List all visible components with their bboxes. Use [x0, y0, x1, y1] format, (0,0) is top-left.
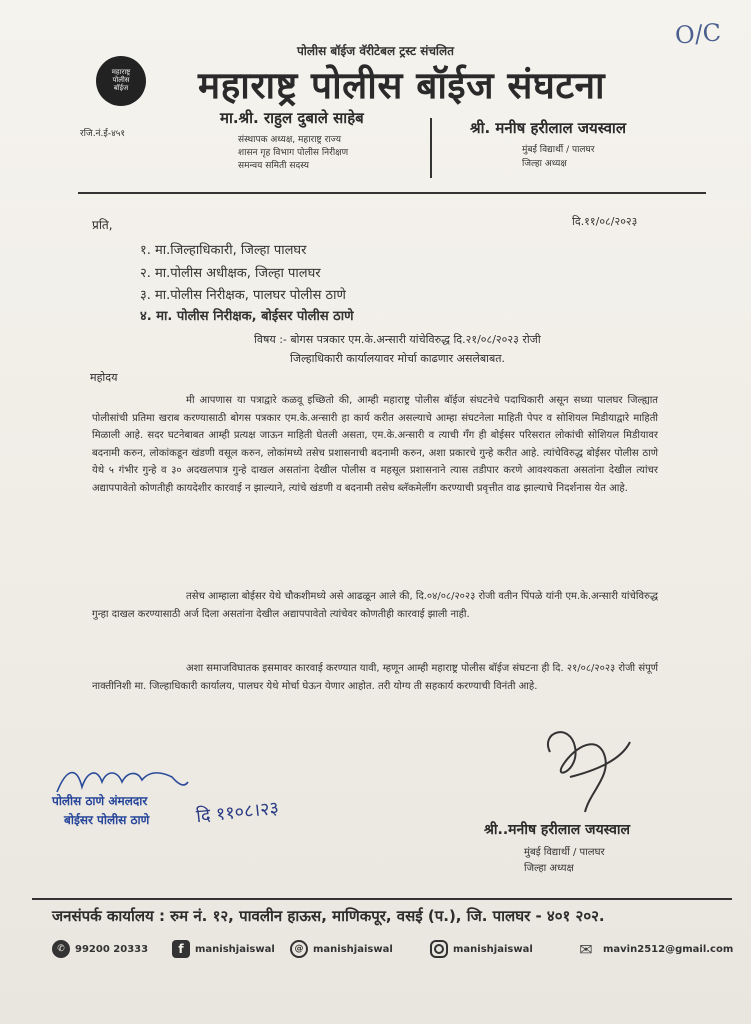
- founder-line-3: समन्वय समिती सदस्य: [238, 161, 309, 171]
- founder-line-1: संस्थापक अध्यक्ष, महाराष्ट्र राज्य: [238, 135, 342, 145]
- president-name: श्री. मनीष हरीलाल जयस्वाल: [470, 119, 626, 137]
- threads-handle: manishjaiswal: [313, 943, 393, 955]
- signatory-name: श्री..मनीष हरीलाल जयस्वाल: [484, 822, 631, 838]
- email-contact: [574, 940, 733, 958]
- facebook-handle: manishjaiswal: [195, 943, 275, 955]
- instagram-icon: [430, 940, 448, 958]
- letter-date: दि.११/०८/२०२३: [572, 215, 638, 228]
- email-address: mavin2512@gmail.com: [603, 943, 734, 955]
- whatsapp-icon: ✆: [52, 940, 70, 958]
- recipient-2: २. मा.पोलीस अधीक्षक, जिल्हा पालघर: [140, 266, 321, 281]
- stamp-line-1: पोलीस ठाणे अंमलदार: [52, 794, 148, 808]
- logo-text-3: बॉईज: [113, 83, 129, 92]
- paragraph-2: तसेच आम्हाला बोईसर येथे चौकशीमध्ये असे आढळून आले की, दि.०४/०८/२०२३ रोजी वतीन पिंपळे यांनी एम.के.अन्सारी यांचेविरुद्ध गुन्हा दाखल करण्यासाठी अर्ज दिला असतांना देखील अद्यापपावेतो त्यांचेवर कोणतीही कारवाई झाली नाही.: [92, 591, 658, 620]
- phone-number: 99200 20333: [75, 943, 149, 955]
- phone-contact: [52, 940, 148, 958]
- facebook-icon: f: [172, 940, 190, 958]
- instagram-handle: manishjaiswal: [453, 943, 533, 955]
- trust-line: पोलीस बॉईज वॅरीटेबल ट्रस्ट संचलित: [296, 44, 455, 58]
- threads-icon: @: [290, 940, 308, 958]
- founder-line-2: शासन गृह विभाग पोलीस निरीक्षण: [238, 148, 349, 158]
- salutation: महोदय: [90, 371, 118, 384]
- office-address: जनसंपर्क कार्यालय : रुम नं. १२, पावलीन हाऊस, माणिकपूर, वसई (प.), जि. पालघर - ४०१ २०२.: [52, 907, 605, 925]
- mail-icon: ✉: [579, 939, 593, 959]
- registration-number: रजि.नं.ई-४५१: [80, 129, 126, 139]
- organization-logo: [96, 56, 146, 106]
- organization-name: महाराष्ट्र पोलीस बॉईज संघटना: [198, 64, 606, 107]
- signatory-line-2: जिल्हा अध्यक्ष: [524, 863, 574, 874]
- president-line-1: मुंबई विद्यार्थी / पालघर: [522, 145, 595, 155]
- recipient-4: ४. मा. पोलीस निरीक्षक, बोईसर पोलीस ठाणे: [140, 309, 354, 324]
- recipient-1: १. मा.जिल्हाधिकारी, जिल्हा पालघर: [140, 243, 307, 258]
- prati-label: प्रति,: [92, 218, 113, 232]
- founder-name: मा.श्री. राहुल दुबाले साहेब: [220, 109, 364, 127]
- facebook-contact: [172, 940, 275, 958]
- threads-contact: [290, 940, 393, 958]
- president-line-2: जिल्हा अध्यक्ष: [522, 159, 567, 169]
- logo-text-2: पोलीस: [112, 76, 130, 85]
- stamp-line-2: बोईसर पोलीस ठाणे: [64, 813, 150, 827]
- header-rule: [78, 192, 706, 194]
- instagram-contact: [430, 940, 533, 958]
- stamp-handwritten-date: दि ११०८।२३: [195, 797, 280, 828]
- logo-text-1: महाराष्ट्र: [111, 68, 131, 77]
- subject-line-1: विषय :- बोगस पत्रकार एम.के.अन्सारी यांचेविरुद्ध दि.२१/०८/२०२३ रोजी: [254, 333, 541, 346]
- footer-rule: [32, 898, 732, 900]
- signatory-signature: [530, 722, 640, 822]
- signatory-line-1: मुंबई विद्यार्थी / पालघर: [524, 847, 605, 858]
- recipient-3: ३. मा.पोलीस निरीक्षक, पालघर पोलीस ठाणे: [140, 288, 346, 303]
- paragraph-3: अशा समाजविघातक इसमावर कारवाई करण्यात यावी, म्हणून आम्ही महाराष्ट्र पोलीस बॉईज संघटना ही दि. २१/०८/२०२३ रोजी संपूर्ण नाक्तीनिशी मा. जिल्हाधिकारी कार्यालय, पालघर येथे मोर्चा घेऊन येणार आहोत. तरी योग्य ती सहकार्य करण्याची विनंती आहे.: [92, 663, 658, 692]
- corner-handwritten-mark: O/C: [673, 18, 722, 50]
- header-divider: [430, 118, 432, 178]
- contact-bar: [52, 938, 742, 966]
- paragraph-1: मी आपणास या पत्राद्वारे कळवू इच्छितो की, आम्ही महाराष्ट्र पोलीस बॉईज संघटनेचे पदाधिकारी असून सध्या पालघर जिल्ह्यात पोलीसांची प्रतिमा खराब करण्यासाठी बोगस पत्रकार एम.के.अन्सारी हा कार्य करीत असल्याचे आम्हा संघटनेला माहिती पेपर व सोशियल मिडीयाद्वारे माहिती मिळाली आहे. सदर घटनेबाबत आम्ही प्रत्यक्ष जाऊन माहिती घेतली असता, एम.के.अन्सारी व त्याची गँग ही बोईसर परिसरात लोकांची सोशियल मिडीयावर बदनामी करुन, लोकांकडून खंडणी वसूल करुन, लोकांमध्ये तसेच प्रशासनाची बदनामी करुन, अशा प्रकारचे गुन्हे करीत आहे. त्यांचेविरुद्ध बोईसर पोलीस ठाणे येथे ५ गंभीर गुन्हे व ३० अदखलपात्र गुन्हे दाखल असतांना देखील पोलीस व महसूल प्रशासनाने त्यास तडीपार करणे आवश्यकता असतांना देखील त्यांचर अद्यापपावेतो कोणतीही कायदेशीर कारवाई न झाल्याने, त्यांचे खंडणी व बदनामी तसेच ब्लॅकमेलींग करण्याची प्रवृत्तीत वाढ झाल्याचे निदर्शनास येत आहे.: [92, 395, 658, 494]
- subject-line-2: जिल्हाधिकारी कार्यालयावर मोर्चा काढणार असलेबाबत.: [290, 352, 506, 365]
